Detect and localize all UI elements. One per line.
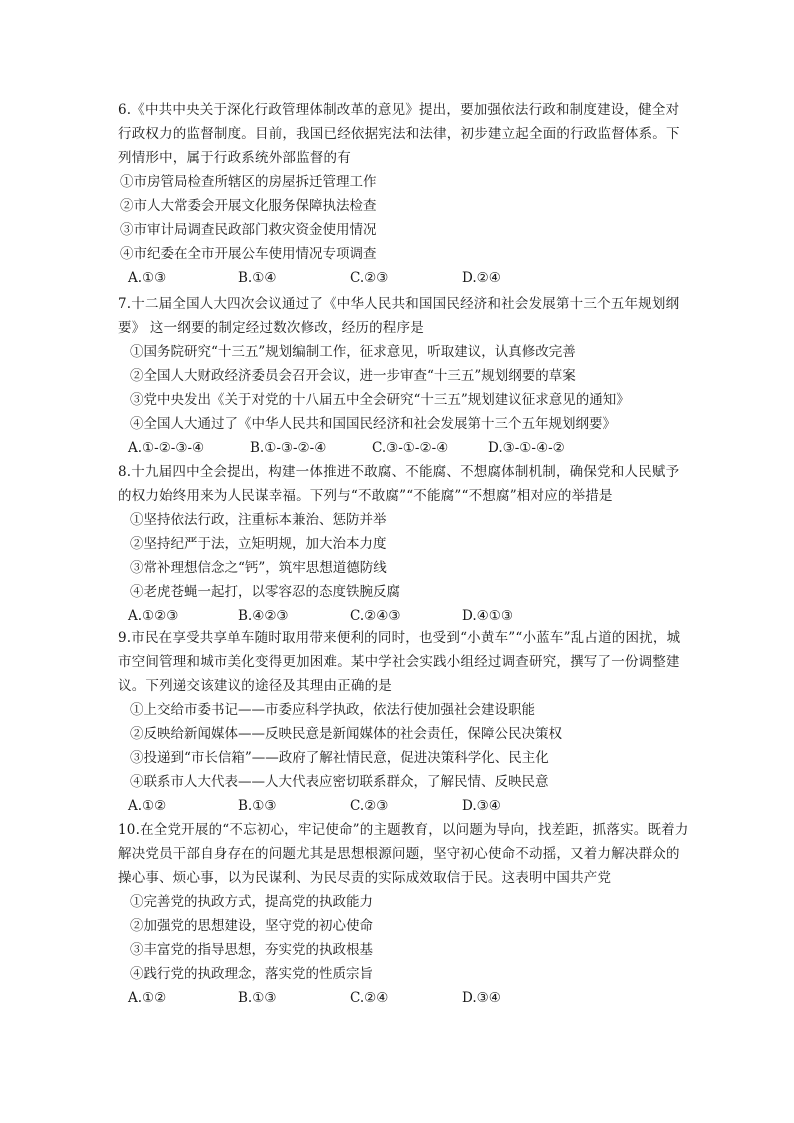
option-a: A.①-②-③-④ bbox=[128, 440, 205, 456]
question-stem: 9.市民在享受共享单车随时取用带来便利的同时，也受到“小黄车”“小蓝车”乱占道的困扰，城市空间管理和城市美化变得更加困难。某中学社会实践小组经过调查研究，撰写了一份调整建议。下列递交该建议的途径及其理由正确的是 bbox=[118, 630, 681, 694]
statement-1: ①上交给市委书记——市委应科学执政，依法行使加强社会建设职能 bbox=[130, 702, 535, 718]
option-b: B.①④ bbox=[238, 270, 277, 286]
statement-1: ①市房管局检查所辖区的房屋拆迁管理工作 bbox=[120, 174, 377, 190]
statement-2: ②反映给新闻媒体——反映民意是新闻媒体的社会责任，保障公民决策权 bbox=[130, 726, 562, 742]
option-a: A.①② bbox=[128, 798, 167, 814]
answer-options bbox=[118, 266, 690, 290]
question-stem: 6.《中共中央关于深化行政管理体制改革的意见》提出，要加强依法行政和制度建设，健全对行政权力的监督制度。目前，我国已经依据宪法和法律，初步建立起全面的行政监督体系。下列情形中，属于行政系统外部监督的有 bbox=[118, 102, 680, 166]
statement-2: ②加强党的思想建设，坚守党的初心使命 bbox=[130, 918, 373, 934]
option-d: D.③-①-④-② bbox=[488, 440, 565, 456]
option-c: C.②③ bbox=[350, 798, 389, 814]
question-8 bbox=[118, 460, 690, 628]
statement-3: ③常补理想信念之“钙”，筑牢思想道德防线 bbox=[130, 560, 387, 576]
statement-1: ①国务院研究“十三五”规划编制工作，征求意见，听取建议，认真修改完善 bbox=[130, 344, 576, 360]
statement-3: ③丰富党的指导思想，夯实党的执政根基 bbox=[130, 942, 373, 958]
option-d: D.③④ bbox=[462, 798, 501, 814]
option-c: C.②③ bbox=[350, 270, 389, 286]
question-6 bbox=[118, 98, 690, 290]
option-b: B.①③ bbox=[238, 798, 277, 814]
option-c: C.②④ bbox=[350, 990, 389, 1006]
statement-4: ④践行党的执政理念，落实党的性质宗旨 bbox=[130, 966, 373, 982]
question-stem: 10.在全党开展的“不忘初心，牢记使命”的主题教育，以问题为导向，找差距，抓落实。既着力解决党员干部自身存在的问题尤其是思想根源问题，坚守初心使命不动摇，又着力解决群众的操心事、烦心事，以为民谋利、为民尽责的实际成效取信于民。这表明中国共产党 bbox=[118, 822, 689, 886]
answer-options bbox=[118, 794, 690, 818]
option-a: A.①③ bbox=[128, 270, 167, 286]
option-b: B.①-③-②-④ bbox=[250, 440, 327, 456]
question-9 bbox=[118, 626, 690, 818]
question-7 bbox=[118, 292, 690, 460]
option-c: C.③-①-②-④ bbox=[372, 440, 449, 456]
option-a: A.①②③ bbox=[128, 608, 179, 624]
question-stem: 7.十二届全国人大四次会议通过了《中华人民共和国国民经济和社会发展第十三个五年规划纲要》 这一纲要的制定经过数次修改，经历的程序是 bbox=[118, 296, 680, 336]
statement-2: ②坚持纪严于法，立矩明规，加大治本力度 bbox=[130, 536, 387, 552]
option-d: D.③④ bbox=[462, 990, 501, 1006]
option-d: D.②④ bbox=[462, 270, 501, 286]
statement-1: ①坚持依法行政，注重标本兼治、惩防并举 bbox=[130, 512, 387, 528]
statement-2: ②市人大常委会开展文化服务保障执法检查 bbox=[120, 198, 377, 214]
option-a: A.①② bbox=[128, 990, 167, 1006]
question-10 bbox=[118, 818, 690, 1010]
statement-4: ④全国人大通过了《中华人民共和国国民经济和社会发展第十三个五年规划纲要》 bbox=[130, 416, 616, 432]
question-stem: 8.十九届四中全会提出，构建一体推进不敢腐、不能腐、不想腐体制机制，确保党和人民赋予的权力始终用来为人民谋幸福。下列与“不敢腐”“不能腐”“不想腐”相对应的举措是 bbox=[118, 464, 680, 504]
option-b: B.④②③ bbox=[238, 608, 289, 624]
statement-3: ③投递到“市长信箱”——政府了解社情民意，促进决策科学化、民主化 bbox=[130, 750, 549, 766]
answer-options bbox=[118, 986, 690, 1010]
option-c: C.②④③ bbox=[350, 608, 401, 624]
statement-2: ②全国人大财政经济委员会召开会议，进一步审查“十三五”规划纲要的草案 bbox=[130, 368, 576, 384]
option-d: D.④①③ bbox=[462, 608, 513, 624]
statement-4: ④市纪委在全市开展公车使用情况专项调查 bbox=[120, 246, 377, 262]
statement-3: ③党中央发出《关于对党的十八届五中全会研究“十三五”规划建议征求意见的通知》 bbox=[130, 392, 630, 408]
statement-4: ④老虎苍蝇一起打，以零容忍的态度铁腕反腐 bbox=[130, 584, 400, 600]
answer-options bbox=[118, 436, 690, 460]
statement-1: ①完善党的执政方式，提高党的执政能力 bbox=[130, 894, 373, 910]
statement-3: ③市审计局调查民政部门救灾资金使用情况 bbox=[120, 222, 377, 238]
statement-4: ④联系市人大代表——人大代表应密切联系群众，了解民情、反映民意 bbox=[130, 774, 549, 790]
option-b: B.①③ bbox=[238, 990, 277, 1006]
answer-options bbox=[118, 604, 690, 628]
